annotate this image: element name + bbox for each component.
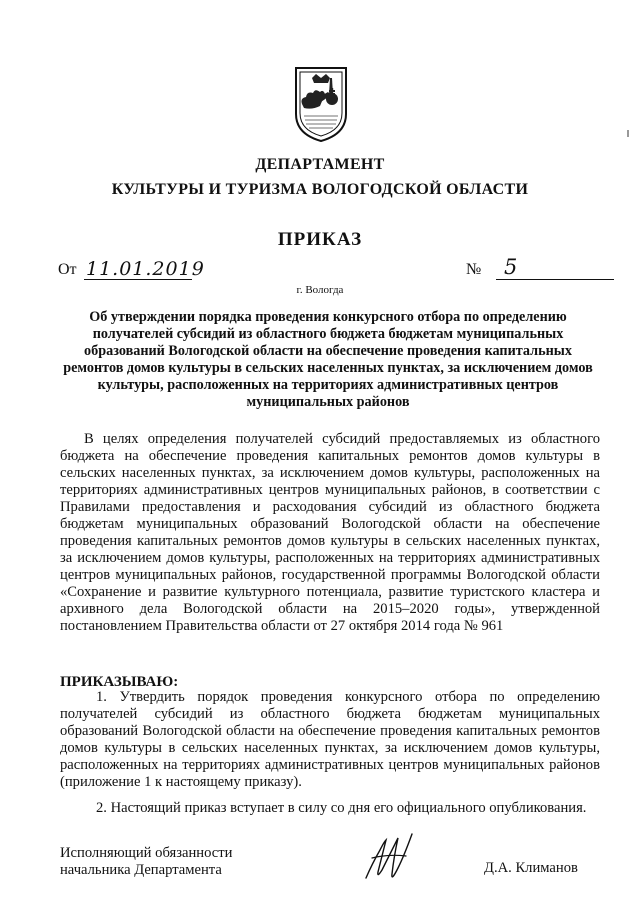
signer-title-line2: начальника Департамента [60, 862, 222, 878]
department-name-line1: ДЕПАРТАМЕНТ [255, 156, 385, 173]
number-underline [496, 279, 614, 280]
decree-item-1: 1. Утвердить порядок проведения конкурсного отбора по определению получателей субсидий из областного бюджета бюджетам муниципальных образований Вологодской области на обеспечение проведения капитальных ремонтов домов культуры в сельских населенных пунктах, за исключением домов культуры, расположенных на территориях административных центров муниципальных районов (приложение 1 к настоящему приказу). [60, 689, 600, 790]
number-value: 5 [504, 255, 518, 279]
document-type-title: ПРИКАЗ [277, 229, 363, 250]
department-name-line2: КУЛЬТУРЫ И ТУРИЗМА ВОЛОГОДСКОЙ ОБЛАСТИ [111, 181, 529, 198]
decree-heading: ПРИКАЗЫВАЮ: [60, 674, 179, 690]
date-prefix: От [58, 261, 77, 278]
coat-of-arms-icon [290, 64, 352, 144]
number-prefix: № [466, 261, 482, 278]
city: г. Вологда [296, 284, 344, 296]
decree-item-2: 2. Настоящий приказ вступает в силу со дня его официального опубликования. [96, 800, 587, 816]
document-subject: Об утверждении порядка проведения конкурсного отбора по определению получателей субсидий из областного бюджета бюджетам муниципальных образований Вологодской области на обеспечение проведения капитальных ремонтов домов культуры в сельских населенных пунктах, за исключением домов культуры, расположенных на территориях административных центров муниципальных районов [63, 309, 593, 410]
scan-artifact [627, 130, 629, 137]
date-value: 11.01.2019 [86, 258, 205, 280]
signer-name: Д.А. Климанов [484, 860, 578, 876]
handwritten-signature-icon [358, 828, 428, 888]
signer-title [60, 845, 232, 879]
signer-title-line1: Исполняющий обязанности [60, 845, 233, 861]
preamble-paragraph: В целях определения получателей субсидий предоставляемых из областного бюджета на обеспечение проведения капитальных ремонтов домов культуры в сельских населенных пунктах, за исключением домов культуры, расположенных на территориях административных центров муниципальных районов, в соответствии с Правилами предоставления и расходования субсидий из областного бюджета бюджетам муниципальных образований Вологодской области на обеспечение проведения капитальных ремонтов домов культуры в сельских населенных пунктах, за исключением домов культуры, расположенных на территориях административных центров муниципальных районов, государственной программы Вологодской области «Сохранение и развитие культурного потенциала, развитие туристского кластера и архивного дела Вологодской области на 2015–2020 годы», утвержденной постановлением Правительства области от 27 октября 2014 года № 961 [60, 431, 600, 634]
